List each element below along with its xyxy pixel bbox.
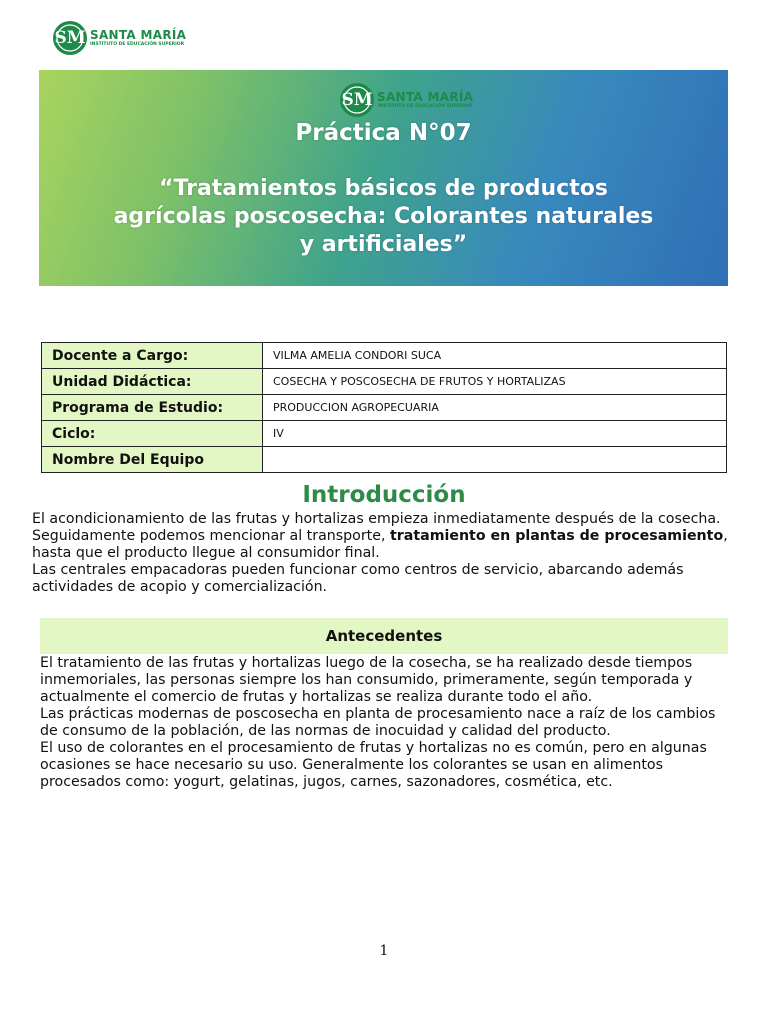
antecedentes-heading: Antecedentes	[40, 618, 728, 654]
practice-title: Práctica N°07	[295, 120, 472, 146]
row-value	[263, 447, 727, 473]
row-label: Unidad Didáctica:	[42, 369, 263, 395]
introduction-text	[32, 511, 732, 596]
logo-name: SANTA MARÍA	[90, 27, 187, 42]
table-row	[42, 369, 727, 395]
intro-paragraph: El acondicionamiento de las frutas y hortalizas empieza inmediatamente después de la cosecha. Seguidamente podemos mencionar al transporte, tratamiento en plantas de procesamiento, hasta que el producto llegue al consumidor final.	[32, 511, 728, 561]
row-label: Programa de Estudio:	[42, 395, 263, 421]
practice-subtitle: “Tratamientos básicos de productos agrícolas poscosecha: Colorantes naturales y artificiales”	[113, 176, 654, 257]
institute-logo	[52, 20, 186, 56]
page-number: 1	[379, 943, 389, 959]
antecedentes-paragraph: El tratamiento de las frutas y hortalizas luego de la cosecha, se ha realizado desde tiempos inmemoriales, las personas siempre los han consumido, primeramente, según temporada y actualmente el comercio de frutas y hortalizas se realiza durante todo el año.	[40, 655, 693, 705]
antecedentes-text	[40, 655, 730, 791]
table-row	[42, 395, 727, 421]
logo-tagline: INSTITUTO DE EDUCACIÓN SUPERIOR	[90, 41, 185, 47]
row-label: Nombre Del Equipo	[42, 447, 263, 473]
title-banner	[39, 70, 728, 286]
row-label: Ciclo:	[42, 421, 263, 447]
antecedentes-paragraph: El uso de colorantes en el procesamiento de frutas y hortalizas no es común, pero en algunas ocasiones se hace necesario su uso. Generalmente los colorantes se usan en alimentos procesados como: yogurt, gelatinas, jugos, carnes, sazonadores, cosmética, etc.	[40, 740, 707, 790]
row-label: Docente a Cargo:	[42, 343, 263, 369]
row-value: COSECHA Y POSCOSECHA DE FRUTOS Y HORTALIZAS	[263, 369, 727, 395]
table-row	[42, 447, 727, 473]
logo-name: SANTA MARÍA	[377, 89, 474, 104]
table-row	[42, 343, 727, 369]
course-info-table	[41, 342, 727, 473]
logo-tagline: INSTITUTO DE EDUCACIÓN SUPERIOR	[378, 103, 473, 109]
row-value: VILMA AMELIA CONDORI SUCA	[263, 343, 727, 369]
row-value: IV	[263, 421, 727, 447]
sm-logo-icon: SM	[52, 20, 88, 56]
introduction-heading: Introducción	[302, 482, 466, 508]
banner-logo	[339, 82, 473, 118]
antecedentes-paragraph: Las prácticas modernas de poscosecha en planta de procesamiento nace a raíz de los cambios de consumo de la población, de las normas de inocuidad y calidad del producto.	[40, 706, 716, 739]
intro-paragraph: Las centrales empacadoras pueden funcionar como centros de servicio, abarcando además actividades de acopio y comercialización.	[32, 562, 684, 595]
row-value: PRODUCCION AGROPECUARIA	[263, 395, 727, 421]
table-row	[42, 421, 727, 447]
sm-logo-icon: SM	[339, 82, 375, 118]
